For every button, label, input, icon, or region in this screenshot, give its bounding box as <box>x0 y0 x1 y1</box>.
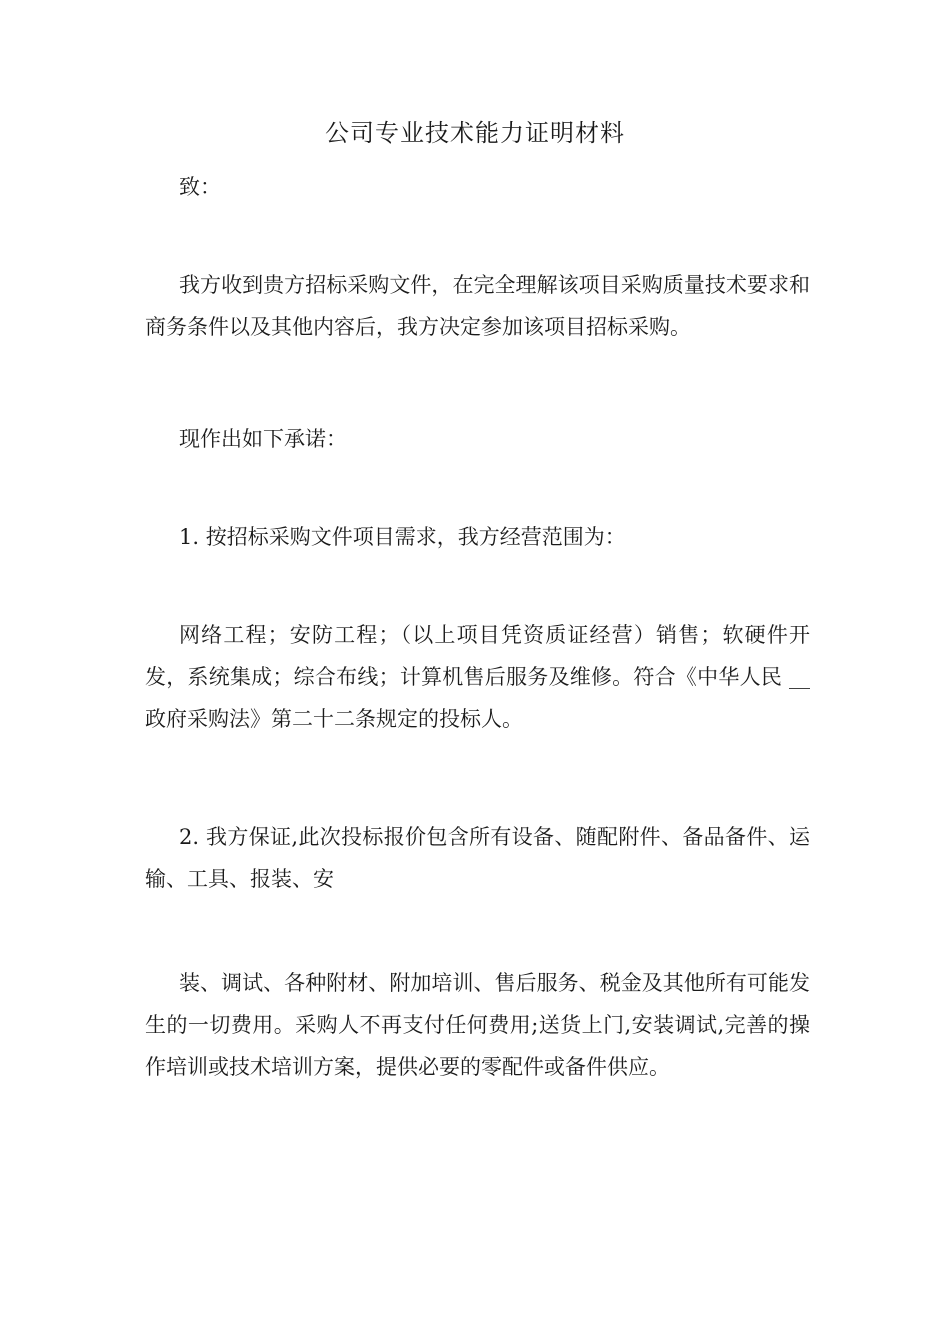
paragraph-commitment-lead: 现作出如下承诺： <box>179 427 347 451</box>
document-title: 公司专业技术能力证明材料 <box>325 119 625 147</box>
paragraph-item-2: 2. 我方保证,此次投标报价包含所有设备、随配附件、备品备件、运输、工具、报装、安 <box>145 825 810 891</box>
salutation: 致： <box>179 175 221 199</box>
paragraph-item-2-continued: 装、调试、各种附材、附加培训、售后服务、税金及其他所有可能发生的一切费用。采购人不再支付任何费用;送货上门,安装调试,完善的操作培训或技术培训方案，提供必要的零配件或备件供应。 <box>145 971 810 1079</box>
paragraph-item-1: 1. 按招标采购文件项目需求，我方经营范围为： <box>179 525 626 549</box>
paragraph-intro: 我方收到贵方招标采购文件，在完全理解该项目采购质量技术要求和商务条件以及其他内容后，我方决定参加该项目招标采购。 <box>145 273 810 339</box>
paragraph-business-scope: 网络工程；安防工程；（以上项目凭资质证经营）销售；软硬件开发，系统集成；综合布线；计算机售后服务及维修。符合《中华人民 __政府采购法》第二十二条规定的投标人。 <box>145 623 810 731</box>
